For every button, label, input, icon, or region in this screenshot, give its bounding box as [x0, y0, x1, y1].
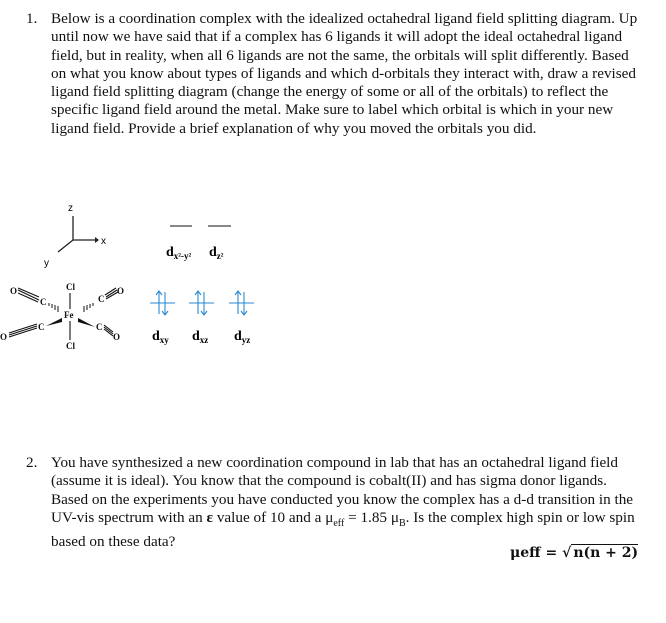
- coordinate-axes: [58, 216, 95, 252]
- complex-o-upper-right: O: [117, 286, 125, 296]
- question-1-text: Below is a coordination complex with the idealized octahedral ligand field splitting diagram. Up until now we have said that if a complex has 6 ligands it will adopt the ideal octahedral ligand field, but in reality, when all 6 ligands are not the same, the orbitals will split differently. Based on what you know about types of ligands and which d-orbitals they interact with, draw a revised ligand field splitting diagram (change the energy of some or all of the orbitals) to reflect the specific ligand field around the metal. Make sure to label which orbital is which in your new ligand field. Provide a brief explanation of why you moved the orbitals you did.: [51, 10, 638, 137]
- axis-label-z: z: [68, 203, 73, 214]
- complex-o-upper-left: O: [10, 286, 18, 296]
- orbital-label-dxz: $d_{xz}$: [192, 329, 209, 345]
- orbital-label-dx2y2: $d_{x^2-y^2}$: [166, 245, 192, 261]
- formula-radicand: n(n + 2): [573, 545, 639, 561]
- orbital-label-dyz: $d_{yz}$: [234, 329, 251, 345]
- t2g-levels: [150, 291, 254, 315]
- orbital-label-dz2: $d_{z^2}$: [209, 245, 224, 261]
- mu-eff-symbol: $\mu_{eff}$: [325, 508, 345, 529]
- complex-c-lower-right: C: [96, 322, 103, 332]
- question-2-number: 2.: [26, 454, 38, 471]
- wedge-bond-left: [46, 318, 62, 326]
- coordination-complex: [0, 282, 124, 351]
- question-2-text: You have synthesized a new coordination compound in lab that has an octahedral ligand field (assume it is ideal). You know that the compound is cobalt(II) and has sigma donor ligands. Based on the experiments you have conducted you know the complex has a d-d transition in the UV-vis spectrum with an ε value of 10 and a $\mu_{eff} = 1.85$ $\mu_B$. Is the complex high spin or low spin based on these data?: [51, 454, 635, 551]
- formula-lhs: μeff =: [510, 545, 563, 561]
- formula-sqrt: √: [562, 545, 572, 561]
- mu-b-symbol: $\mu_B$: [390, 508, 406, 529]
- complex-c-upper-left: C: [40, 297, 47, 307]
- wedge-bond-right: [78, 318, 95, 327]
- axis-label-y: y: [44, 258, 49, 269]
- complex-c-lower-left: C: [38, 322, 45, 332]
- complex-c-upper-right: C: [98, 294, 105, 304]
- epsilon-symbol: ε: [206, 508, 214, 526]
- orbital-label-dxy: $d_{xy}$: [152, 329, 169, 345]
- complex-and-splitting-diagram: [0, 190, 300, 360]
- complex-o-lower-right: O: [113, 332, 121, 342]
- complex-cl-top: Cl: [66, 282, 75, 292]
- complex-o-lower-left: O: [0, 332, 8, 342]
- complex-cl-bottom: Cl: [66, 341, 75, 351]
- axis-label-x: x: [101, 236, 106, 247]
- complex-metal: Fe: [64, 310, 74, 320]
- question-1-number: 1.: [26, 10, 38, 27]
- mu-eff-formula: [510, 545, 638, 561]
